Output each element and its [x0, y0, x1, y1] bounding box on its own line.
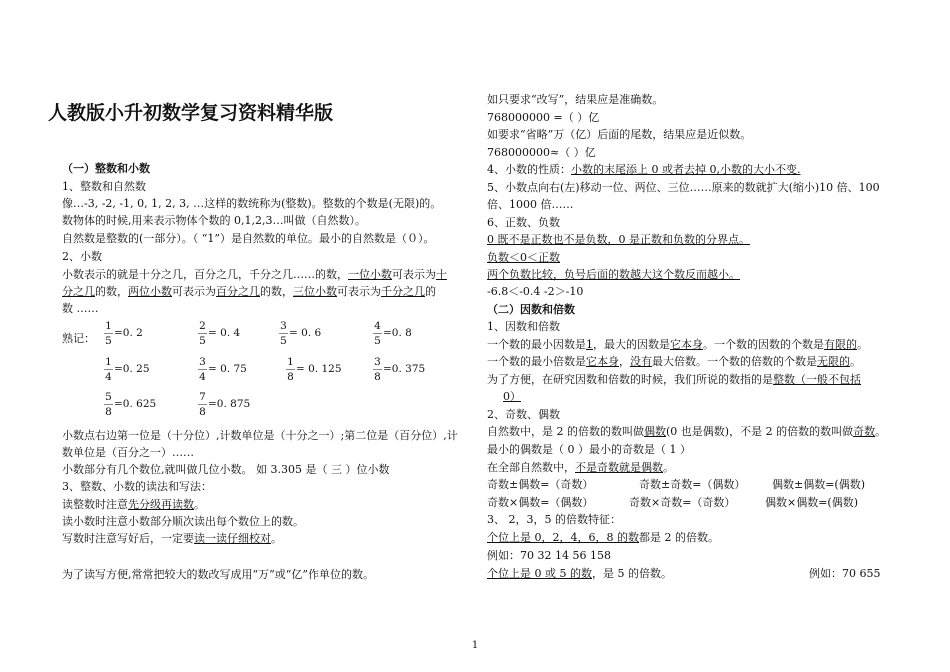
- fraction-denominator: 4: [199, 371, 206, 383]
- fraction-bar: [104, 333, 113, 334]
- fraction-numerator: 3: [374, 356, 381, 368]
- fraction-value: = 0. 4: [208, 327, 241, 339]
- underlined-term: 三位小数: [293, 285, 337, 298]
- text-run: 。: [850, 355, 861, 368]
- text-run: 最大倍数。一个数的倍数的个数是: [652, 355, 817, 368]
- section-heading-factors-multiples: （二）因数和倍数: [487, 303, 575, 316]
- text-line: 倍、1000 倍……: [487, 198, 574, 211]
- text-run: 。: [194, 498, 205, 511]
- rule-product-odd-even: 奇数×偶数=（偶数）: [487, 496, 594, 509]
- underlined-term: 读一读仔细校对: [194, 532, 271, 545]
- underlined-term: 一位小数: [348, 268, 392, 281]
- text-line: [487, 355, 861, 369]
- fraction-value: =0. 375: [383, 363, 426, 375]
- underlined-term: 两个负数比较，负号后面的数越大这个数反而越小。: [487, 268, 740, 281]
- fraction-value: =0. 2: [114, 327, 143, 339]
- text-line: 数 ……: [62, 302, 99, 315]
- text-line: [62, 532, 282, 546]
- subheading-multiple-features: 3、 2，3，5 的倍数特征：: [487, 513, 621, 526]
- text-run: 。: [663, 461, 674, 474]
- fraction-denominator: 8: [374, 371, 381, 383]
- fraction-bar: [198, 369, 207, 370]
- text-run: 自然数中，是 2 的倍数的数叫做: [487, 425, 644, 438]
- subheading-read-write: 3、整数、小数的读法和写法：: [62, 480, 212, 493]
- underlined-term: 奇数: [853, 425, 876, 438]
- underlined-term: 个位上是 0 或 5 的数: [487, 567, 592, 580]
- fraction-numerator: 3: [280, 320, 287, 332]
- text-line: 数单位是（百分之一）……: [62, 446, 194, 459]
- text-line: [62, 498, 205, 512]
- fraction-numerator: 5: [105, 391, 112, 403]
- underlined-term: 1: [586, 338, 593, 351]
- fraction-bar: [104, 369, 113, 370]
- text-line: [487, 531, 719, 545]
- text-run: 。: [875, 425, 887, 438]
- fraction-bar: [198, 333, 207, 334]
- text-run: 写数时注意写好后，一定要: [62, 532, 194, 545]
- fraction-numerator: 1: [287, 356, 294, 368]
- rule-product-odd-odd: 奇数×奇数=（奇数）: [629, 496, 736, 509]
- fraction-denominator: 5: [199, 335, 206, 347]
- text-line: 768000000 =（ ）亿: [487, 111, 600, 124]
- underlined-term: 整数（一般不包括: [773, 373, 861, 386]
- text-run: 一个数的最小因数是: [487, 338, 586, 351]
- text-line: 最小的偶数是（ 0 ）最小的奇数是（ 1 ）: [487, 443, 691, 456]
- text-run: 。: [271, 532, 282, 545]
- text-line: [487, 163, 800, 177]
- fraction-denominator: 5: [105, 335, 112, 347]
- text-line: 读小数时注意小数部分顺次读出每个数位上的数。: [62, 515, 304, 528]
- underlined-term: 0）: [503, 390, 521, 403]
- subheading-positive-negative: 6、正数、负数: [487, 216, 560, 229]
- underlined-term: 两位小数: [128, 285, 172, 298]
- underlined-term: 它本身: [670, 338, 703, 351]
- text-line: 数物体的时候,用来表示物体个数的 0,1,2,3…叫做（自然数）。: [62, 214, 366, 227]
- text-run: ，最大的因数是: [593, 338, 670, 351]
- text-run: 在全部自然数中，: [487, 461, 575, 474]
- text-run: 。: [857, 338, 868, 351]
- underlined-term: 分之几: [62, 285, 95, 298]
- memorize-label: 熟记：: [62, 332, 95, 345]
- fraction-denominator: 4: [105, 371, 112, 383]
- fraction-bar: [198, 404, 207, 405]
- text-line: -6.8＜-0.4 -2＞-10: [487, 285, 584, 298]
- text-run: (0 也是偶数)，不是 2 的倍数的数叫做: [666, 425, 854, 438]
- fraction-bar: [373, 333, 382, 334]
- underlined-term: 不是奇数就是偶数: [575, 461, 663, 474]
- text-line: 如只要求“改写”，结果应是准确数。: [487, 93, 664, 106]
- text-run: 的数，: [95, 285, 128, 298]
- text-run: 为了方便，在研究因数和倍数的时候，我们所说的数指的是: [487, 373, 773, 386]
- text-line: [503, 390, 521, 404]
- fraction-value: =0. 875: [208, 398, 251, 410]
- text-line: [487, 338, 868, 352]
- section-heading-integers-decimals: （一）整数和小数: [62, 162, 150, 175]
- underlined-term: 0 既不是正数也不是负数，0 是正数和负数的分界点。: [487, 233, 750, 246]
- text-line: 为了读写方便,常常把较大的数改写成用“万”或“亿”作单位的数。: [62, 568, 374, 581]
- subheading-odd-even: 2、奇数、偶数: [487, 408, 560, 421]
- fraction-denominator: 8: [287, 371, 294, 383]
- text-line: [62, 268, 447, 282]
- underlined-term: 负数＜0＜正数: [487, 251, 560, 264]
- text-line: 例如：70 655: [809, 567, 881, 580]
- fraction-numerator: 1: [105, 356, 112, 368]
- text-run: 都是 2 的倍数。: [639, 531, 719, 544]
- fraction-denominator: 8: [105, 406, 112, 418]
- underlined-term: 没有: [630, 355, 652, 368]
- text-line: [487, 425, 886, 439]
- underlined-term: 个位上是 0，2，4，6，8 的数: [487, 531, 639, 544]
- text-run: 的数，: [260, 285, 293, 298]
- underlined-term: 先分级再读数: [128, 498, 194, 511]
- text-run: 读整数时注意: [62, 498, 128, 511]
- underlined-term: 偶数: [644, 425, 666, 438]
- fraction-numerator: 7: [199, 391, 206, 403]
- text-run: 可表示为: [337, 285, 381, 298]
- text-run: ，是 5 的倍数。: [591, 567, 672, 580]
- fraction-value: = 0. 6: [289, 327, 322, 339]
- text-line: 像…-3, -2, -1, 0, 1, 2, 3, …这样的数统称为(整数)。整数的个数是(无限)的。: [62, 197, 442, 210]
- text-line: [487, 461, 674, 475]
- underlined-term: 无限的: [817, 355, 850, 368]
- rule-sum-odd-even: 奇数±偶数=（奇数）: [487, 478, 594, 491]
- fraction-bar: [286, 369, 295, 370]
- fraction-denominator: 8: [199, 406, 206, 418]
- text-line: 768000000≈（ ）亿: [487, 146, 596, 159]
- underlined-term: 千分之几: [381, 285, 425, 298]
- fraction-denominator: 5: [280, 335, 287, 347]
- page-number: 1: [471, 640, 479, 651]
- fraction-value: =0. 8: [383, 327, 412, 339]
- fraction-numerator: 2: [199, 320, 206, 332]
- fraction-numerator: 3: [199, 356, 206, 368]
- rule-sum-odd-odd: 奇数±奇数=（偶数）: [639, 478, 746, 491]
- text-line: 小数部分有几个数位,就叫做几位小数。 如 3.305 是（ 三 ）位小数: [62, 463, 390, 476]
- document-title: 人教版小升初数学复习资料精华版: [48, 102, 334, 124]
- text-line: [487, 567, 672, 581]
- fraction-value: = 0. 125: [296, 363, 342, 375]
- fraction-bar: [279, 333, 288, 334]
- rule-sum-even-even: 偶数±偶数=(偶数): [772, 478, 866, 491]
- text-line: 如要求“省略”万（亿）后面的尾数，结果应是近似数。: [487, 128, 752, 141]
- text-run: 可表示为: [172, 285, 216, 298]
- text-line: [487, 233, 750, 247]
- text-line: [62, 285, 436, 299]
- fraction-numerator: 1: [105, 320, 112, 332]
- underlined-term: 百分之几: [216, 285, 260, 298]
- underlined-term: 有限的: [824, 338, 857, 351]
- text-line: [487, 373, 861, 387]
- fraction-value: = 0. 75: [208, 363, 247, 375]
- text-line: [487, 268, 740, 282]
- fraction-numerator: 4: [374, 320, 381, 332]
- text-line: 自然数是整数的(一部分）。（ “1”）是自然数的单位。最小的自然数是（０）。: [62, 232, 435, 245]
- text-line: 例如：70 32 14 56 158: [487, 549, 611, 562]
- subheading-decimals: 2、小数: [62, 250, 102, 263]
- text-run: 可表示为: [392, 268, 436, 281]
- fraction-value: =0. 25: [114, 363, 150, 375]
- text-line: 小数点右边第一位是（十分位）,计数单位是（十分之一）;第二位是（百分位）,计: [62, 429, 458, 442]
- fraction-value: =0. 625: [114, 398, 157, 410]
- subheading-integers-natural-numbers: 1、整数和自然数: [62, 180, 146, 193]
- subheading-factors-multiples: 1、因数和倍数: [487, 320, 560, 333]
- fraction-denominator: 5: [374, 335, 381, 347]
- text-run: 一个数的最小倍数是: [487, 355, 586, 368]
- underlined-term: 小数的末尾添上 0 或者去掉 0,小数的大小不变.: [571, 163, 801, 176]
- text-run: 。一个数的因数的个数是: [703, 338, 824, 351]
- underlined-term: 它本身: [586, 355, 619, 368]
- text-run: 的: [425, 285, 436, 298]
- text-run: 小数表示的就是十分之几，百分之几，千分之几……的数，: [62, 268, 348, 281]
- text-line: [487, 251, 560, 265]
- fraction-bar: [373, 369, 382, 370]
- text-run: ，: [619, 355, 630, 368]
- text-line: 5、小数点向右(左)移动一位、两位、三位……原来的数就扩大(缩小)10 倍、100: [487, 181, 880, 194]
- underlined-term: 十: [436, 268, 447, 281]
- fraction-bar: [104, 404, 113, 405]
- rule-product-even-even: 偶数×偶数=(偶数): [765, 496, 859, 509]
- text-run: 4、小数的性质：: [487, 163, 571, 176]
